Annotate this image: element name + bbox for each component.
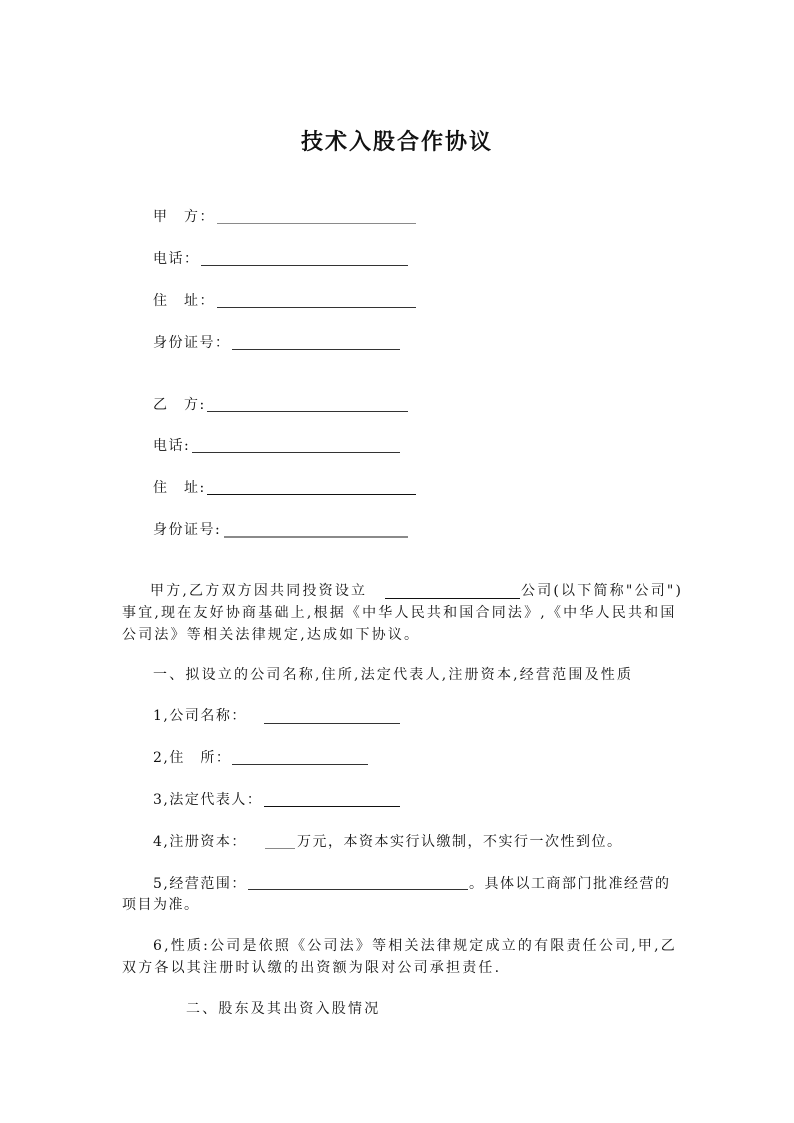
intro-line-1a: 甲方,乙方双方因共同投资设立 xyxy=(150,583,368,599)
party-b-name-field[interactable] xyxy=(207,411,408,412)
party-b-name-label: 乙 方: xyxy=(153,397,206,413)
item-5-suffix: 。具体以工商部门批准经营的 xyxy=(469,876,671,892)
party-b-phone-field[interactable] xyxy=(192,452,400,453)
company-name-field[interactable] xyxy=(264,723,400,724)
section-2-heading: 二、股东及其出资入股情况 xyxy=(186,1001,381,1017)
company-name-blank[interactable] xyxy=(385,598,520,599)
intro-line-2: 事宜,现在友好协商基础上,根据《中华人民共和国合同法》,《中华人民共和国 xyxy=(122,605,677,621)
business-scope-field[interactable] xyxy=(248,889,468,890)
party-b-address-field[interactable] xyxy=(207,494,416,495)
item-5-continuation: 项目为准。 xyxy=(122,897,200,913)
intro-line-3: 公司法》等相关法律规定,达成如下协议。 xyxy=(122,627,421,643)
intro-line-1b: 公司(以下简称"公司") xyxy=(521,583,684,599)
party-a-id-field[interactable] xyxy=(232,349,400,350)
party-a-name-field[interactable] xyxy=(217,223,416,224)
item-6-line-1: 6,性质:公司是依照《公司法》等相关法律规定成立的有限责任公司,甲,乙 xyxy=(153,938,677,954)
party-a-address-field[interactable] xyxy=(217,307,416,308)
party-b-phone-label: 电话: xyxy=(153,438,191,454)
item-3-label: 3,法定代表人： xyxy=(153,792,263,808)
item-5-label: 5,经营范围： xyxy=(153,876,247,892)
document-title: 技术入股合作协议 xyxy=(300,129,493,155)
party-b-id-label: 身份证号: xyxy=(153,522,222,538)
item-6-line-2: 双方各以其注册时认缴的出资额为限对公司承担责任. xyxy=(122,960,502,976)
party-a-name-label: 甲 方： xyxy=(153,209,215,225)
party-a-phone-label: 电话： xyxy=(153,251,200,267)
item-2-label: 2,住 所： xyxy=(153,750,232,766)
item-4-suffix: 万元，本资本实行认缴制，不实行一次性到位。 xyxy=(297,834,623,850)
party-b-id-field[interactable] xyxy=(224,536,408,538)
party-b-address-label: 住 址: xyxy=(153,480,206,496)
party-a-id-label: 身份证号： xyxy=(153,335,231,351)
registered-capital-field[interactable] xyxy=(265,848,295,849)
party-a-phone-field[interactable] xyxy=(201,265,408,266)
item-4-label: 4,注册资本： xyxy=(153,834,247,850)
section-1-heading: 一、拟设立的公司名称,住所,法定代表人,注册资本,经营范围及性质 xyxy=(153,667,634,683)
company-address-field[interactable] xyxy=(232,764,368,765)
legal-representative-field[interactable] xyxy=(264,806,400,807)
item-1-label: 1,公司名称： xyxy=(153,708,247,724)
party-a-address-label: 住 址： xyxy=(153,293,215,309)
